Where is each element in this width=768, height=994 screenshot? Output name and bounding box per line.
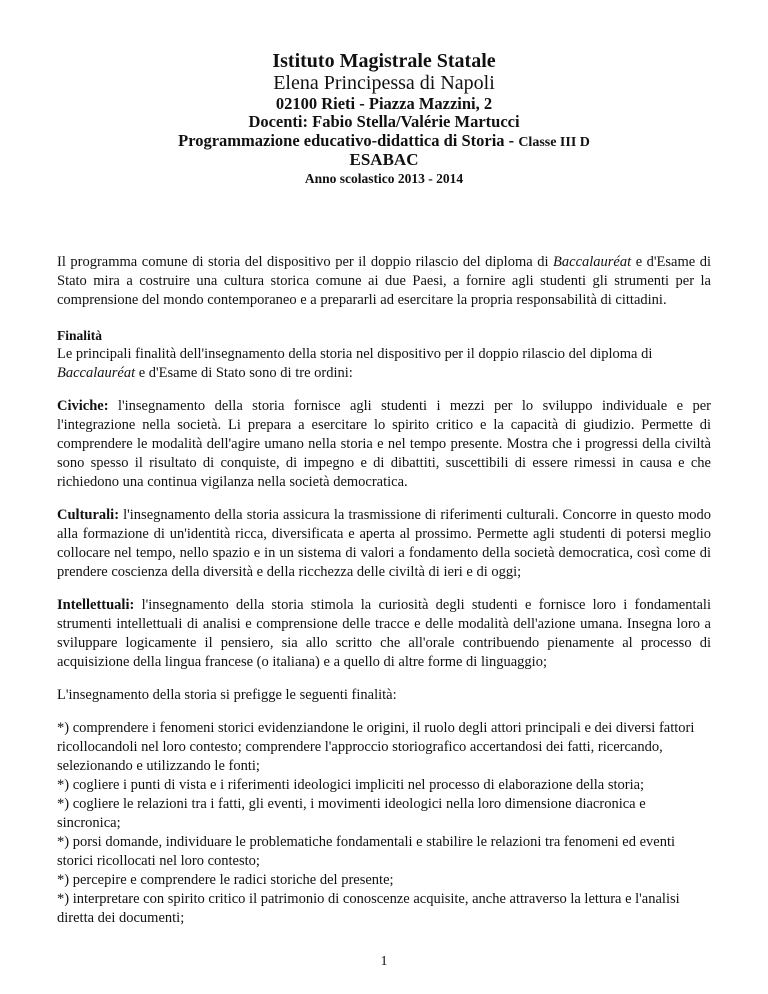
civiche-text: l'insegnamento della storia fornisce agli studenti i mezzi per lo sviluppo individuale e per l'integrazione nella società. Li prepara a esercitare lo spirito critico e la capacità di giudizio. Permette di comprendere le modalità dell'agire umano nella storia e nel tempo presente. Mostra che i progressi della civiltà sono spesso il risultato di conquiste, di impegno e di dibattiti, suscettibili di essere rimessi in causa e che richiedono una continua vigilanza nella società democratica. [57,397,711,490]
program-main: Programmazione educativo-didattica di Storia - [178,130,519,150]
list-item: *) percepire e comprendere le radici storiche del presente; [57,871,394,888]
intro-text-2: e d'Esame di Stato mira a costruire una cultura storica comune ai due Paesi, a fornire agli studenti gli strumenti per la comprensione del mondo contemporaneo e a prepararli ad esercitare la propria responsabilità di cittadini. [57,253,711,308]
school-year: Anno scolastico 2013 - 2014 [304,171,464,187]
culturali-lead: Culturali: [57,506,120,523]
civiche-paragraph [57,397,711,492]
institute-name: Istituto Magistrale Statale [272,50,496,72]
intellettuali-lead: Intellettuali: [57,596,135,613]
finalita-text-1: Le principali finalità dell'insegnamento della storia nel dispositivo per il doppio rilascio del diploma di [57,345,653,362]
esabac-title: ESABAC [349,150,419,170]
finalita-text-2: e d'Esame di Stato sono di tre ordini: [135,364,353,381]
finalita-list [57,719,711,928]
teachers-line: Docenti: Fabio Stella/Valérie Martucci [248,112,520,132]
finalita-heading: Finalità [57,327,103,343]
list-item: *) cogliere i punti di vista e i riferimenti ideologici impliciti nel processo di elaborazione della storia; [57,776,645,793]
intellettuali-text: l'insegnamento della storia stimola la curiosità degli studenti e fornisce loro i fondamentali strumenti intellettuali di analisi e comprensione delle tracce e delle modalità dell'azione umana. Insegna loro a sviluppare logicamente il pensiero, sia allo scritto che all'orale contribuendo pienamente al processo di acquisizione della lingua francese (o italiana) e a quello di altre forme di linguaggio; [57,596,711,670]
civiche-lead: Civiche: [57,397,109,414]
list-item: *) comprendere i fenomeni storici evidenziandone le origini, il ruolo degli attori principali e dei diversi fattori ricollocandoli nel loro contesto; comprendere l'approccio storiografico accertandosi dei fatti, ricercando, selezionando e utilizzando le fonti; [57,719,695,774]
intro-italic-baccalaureat: Baccalauréat [553,253,632,270]
intellettuali-paragraph [57,596,711,672]
culturali-text: l'insegnamento della storia assicura la trasmissione di riferimenti culturali. Concorre in questo modo alla formazione di un'identità ricca, diversificata e aperta al prossimo. Permette agli studenti di potersi meglio collocare nel tempo, nello spazio e in un sistema di valori a fondamento della società democratica, così come di prendere coscienza della diversità e della ricchezza delle civiltà di ieri e di oggi; [57,506,711,580]
list-item: *) cogliere le relazioni tra i fatti, gli eventi, i movimenti ideologici nella loro dimensione diacronica e sincronica; [57,795,646,831]
list-intro: L'insegnamento della storia si prefigge le seguenti finalità: [57,686,397,703]
school-address: 02100 Rieti - Piazza Mazzini, 2 [275,93,493,113]
program-class: Classe III D [518,134,590,150]
finalita-paragraph [57,345,711,383]
document-body [57,253,711,928]
document-header [57,50,711,187]
culturali-paragraph [57,506,711,582]
school-name: Elena Principessa di Napoli [273,72,495,95]
page-number: 1 [380,954,388,969]
program-title [57,132,711,151]
list-item: *) interpretare con spirito critico il patrimonio di conoscenze acquisite, anche attraverso la lettura e l'analisi diretta dei documenti; [57,890,680,926]
list-item: *) porsi domande, individuare le problematiche fondamentali e stabilire le relazioni tra fenomeni ed eventi storici ricollocati nel loro contesto; [57,833,676,869]
intro-paragraph [57,253,711,310]
intro-text-1: Il programma comune di storia del dispositivo per il doppio rilascio del diploma di [57,253,554,270]
finalita-italic-baccalaureat: Baccalauréat [57,364,136,381]
